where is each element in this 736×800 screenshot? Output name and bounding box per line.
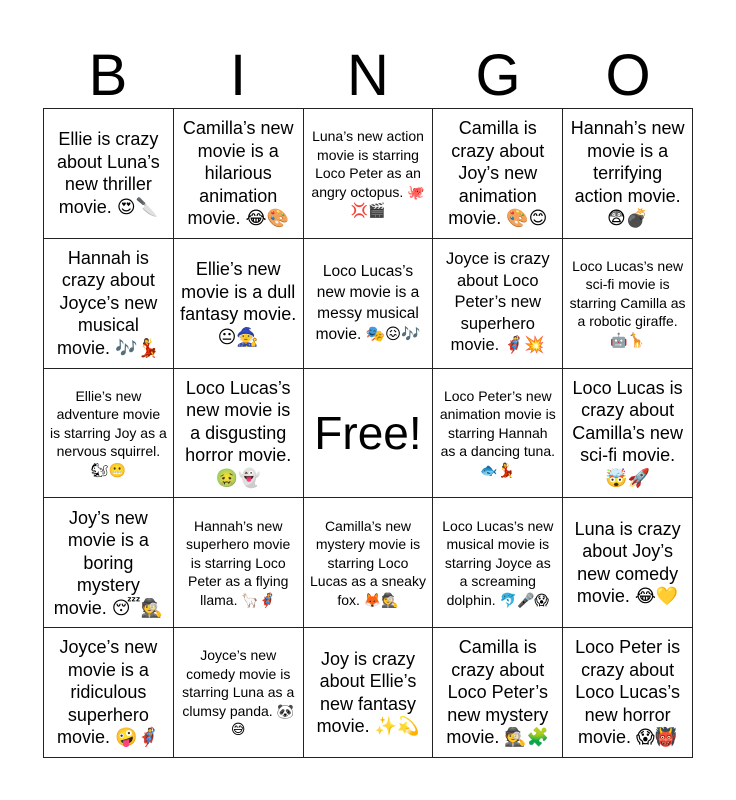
bingo-cell[interactable]: Camilla is crazy about Joy’s new animation movie. 🎨😊: [433, 109, 563, 239]
bingo-cell[interactable]: Joyce’s new movie is a ridiculous superhero movie. 🤪🦸: [44, 628, 174, 758]
bingo-card: [43, 108, 693, 758]
bingo-cell[interactable]: Hannah’s new superhero movie is starring Loco Peter as a flying llama. 🦙🦸: [174, 498, 304, 628]
bingo-cell[interactable]: Camilla is crazy about Loco Peter’s new mystery movie. 🕵🧩: [433, 628, 563, 758]
bingo-cell[interactable]: Ellie’s new adventure movie is starring Joy as a nervous squirrel. 🐿😬: [44, 369, 174, 499]
bingo-cell[interactable]: Loco Peter’s new animation movie is starring Hannah as a dancing tuna. 🐟💃: [433, 369, 563, 499]
bingo-cell[interactable]: Camilla’s new mystery movie is starring Loco Lucas as a sneaky fox. 🦊🕵: [304, 498, 434, 628]
bingo-cell[interactable]: Loco Lucas’s new movie is a disgusting horror movie. 🤢👻: [174, 369, 304, 499]
bingo-cell[interactable]: Ellie is crazy about Luna’s new thriller movie. 😍🔪: [44, 109, 174, 239]
bingo-cell[interactable]: Loco Lucas’s new movie is a messy musical movie. 🎭😖🎶: [304, 239, 434, 369]
header-letter-b: B: [88, 43, 128, 108]
header-letter-o: O: [605, 43, 651, 108]
bingo-cell[interactable]: Joy is crazy about Ellie’s new fantasy movie. ✨💫: [304, 628, 434, 758]
bingo-cell[interactable]: Loco Lucas’s new musical movie is starring Joyce as a screaming dolphin. 🐬🎤😱: [433, 498, 563, 628]
bingo-cell[interactable]: Hannah’s new movie is a terrifying action movie. 😨💣: [563, 109, 693, 239]
bingo-cell[interactable]: Luna is crazy about Joy’s new comedy movie. 😂💛: [563, 498, 693, 628]
bingo-cell[interactable]: Hannah is crazy about Joyce’s new musical movie. 🎶💃: [44, 239, 174, 369]
header-letter-n: N: [347, 43, 389, 108]
bingo-header: [43, 44, 693, 108]
bingo-cell[interactable]: Loco Lucas’s new sci-fi movie is starring Camilla as a robotic giraffe. 🤖🦒: [563, 239, 693, 369]
bingo-cell[interactable]: Joyce’s new comedy movie is starring Luna as a clumsy panda. 🐼😅: [174, 628, 304, 758]
header-letter-g: G: [475, 43, 521, 108]
bingo-cell[interactable]: Luna’s new action movie is starring Loco Peter as an angry octopus. 🐙💢🎬: [304, 109, 434, 239]
free-space[interactable]: Free!: [304, 369, 434, 499]
bingo-cell[interactable]: Joy’s new movie is a boring mystery movie. 😴🕵: [44, 498, 174, 628]
bingo-cell[interactable]: Camilla’s new movie is a hilarious animation movie. 😂🎨: [174, 109, 304, 239]
bingo-cell[interactable]: Ellie’s new movie is a dull fantasy movie. 😐🧙: [174, 239, 304, 369]
header-letter-i: I: [229, 43, 247, 108]
bingo-cell[interactable]: Loco Peter is crazy about Loco Lucas’s new horror movie. 😱👹: [563, 628, 693, 758]
bingo-cell[interactable]: Joyce is crazy about Loco Peter’s new superhero movie. 🦸💥: [433, 239, 563, 369]
bingo-cell[interactable]: Loco Lucas is crazy about Camilla’s new sci-fi movie. 🤯🚀: [563, 369, 693, 499]
